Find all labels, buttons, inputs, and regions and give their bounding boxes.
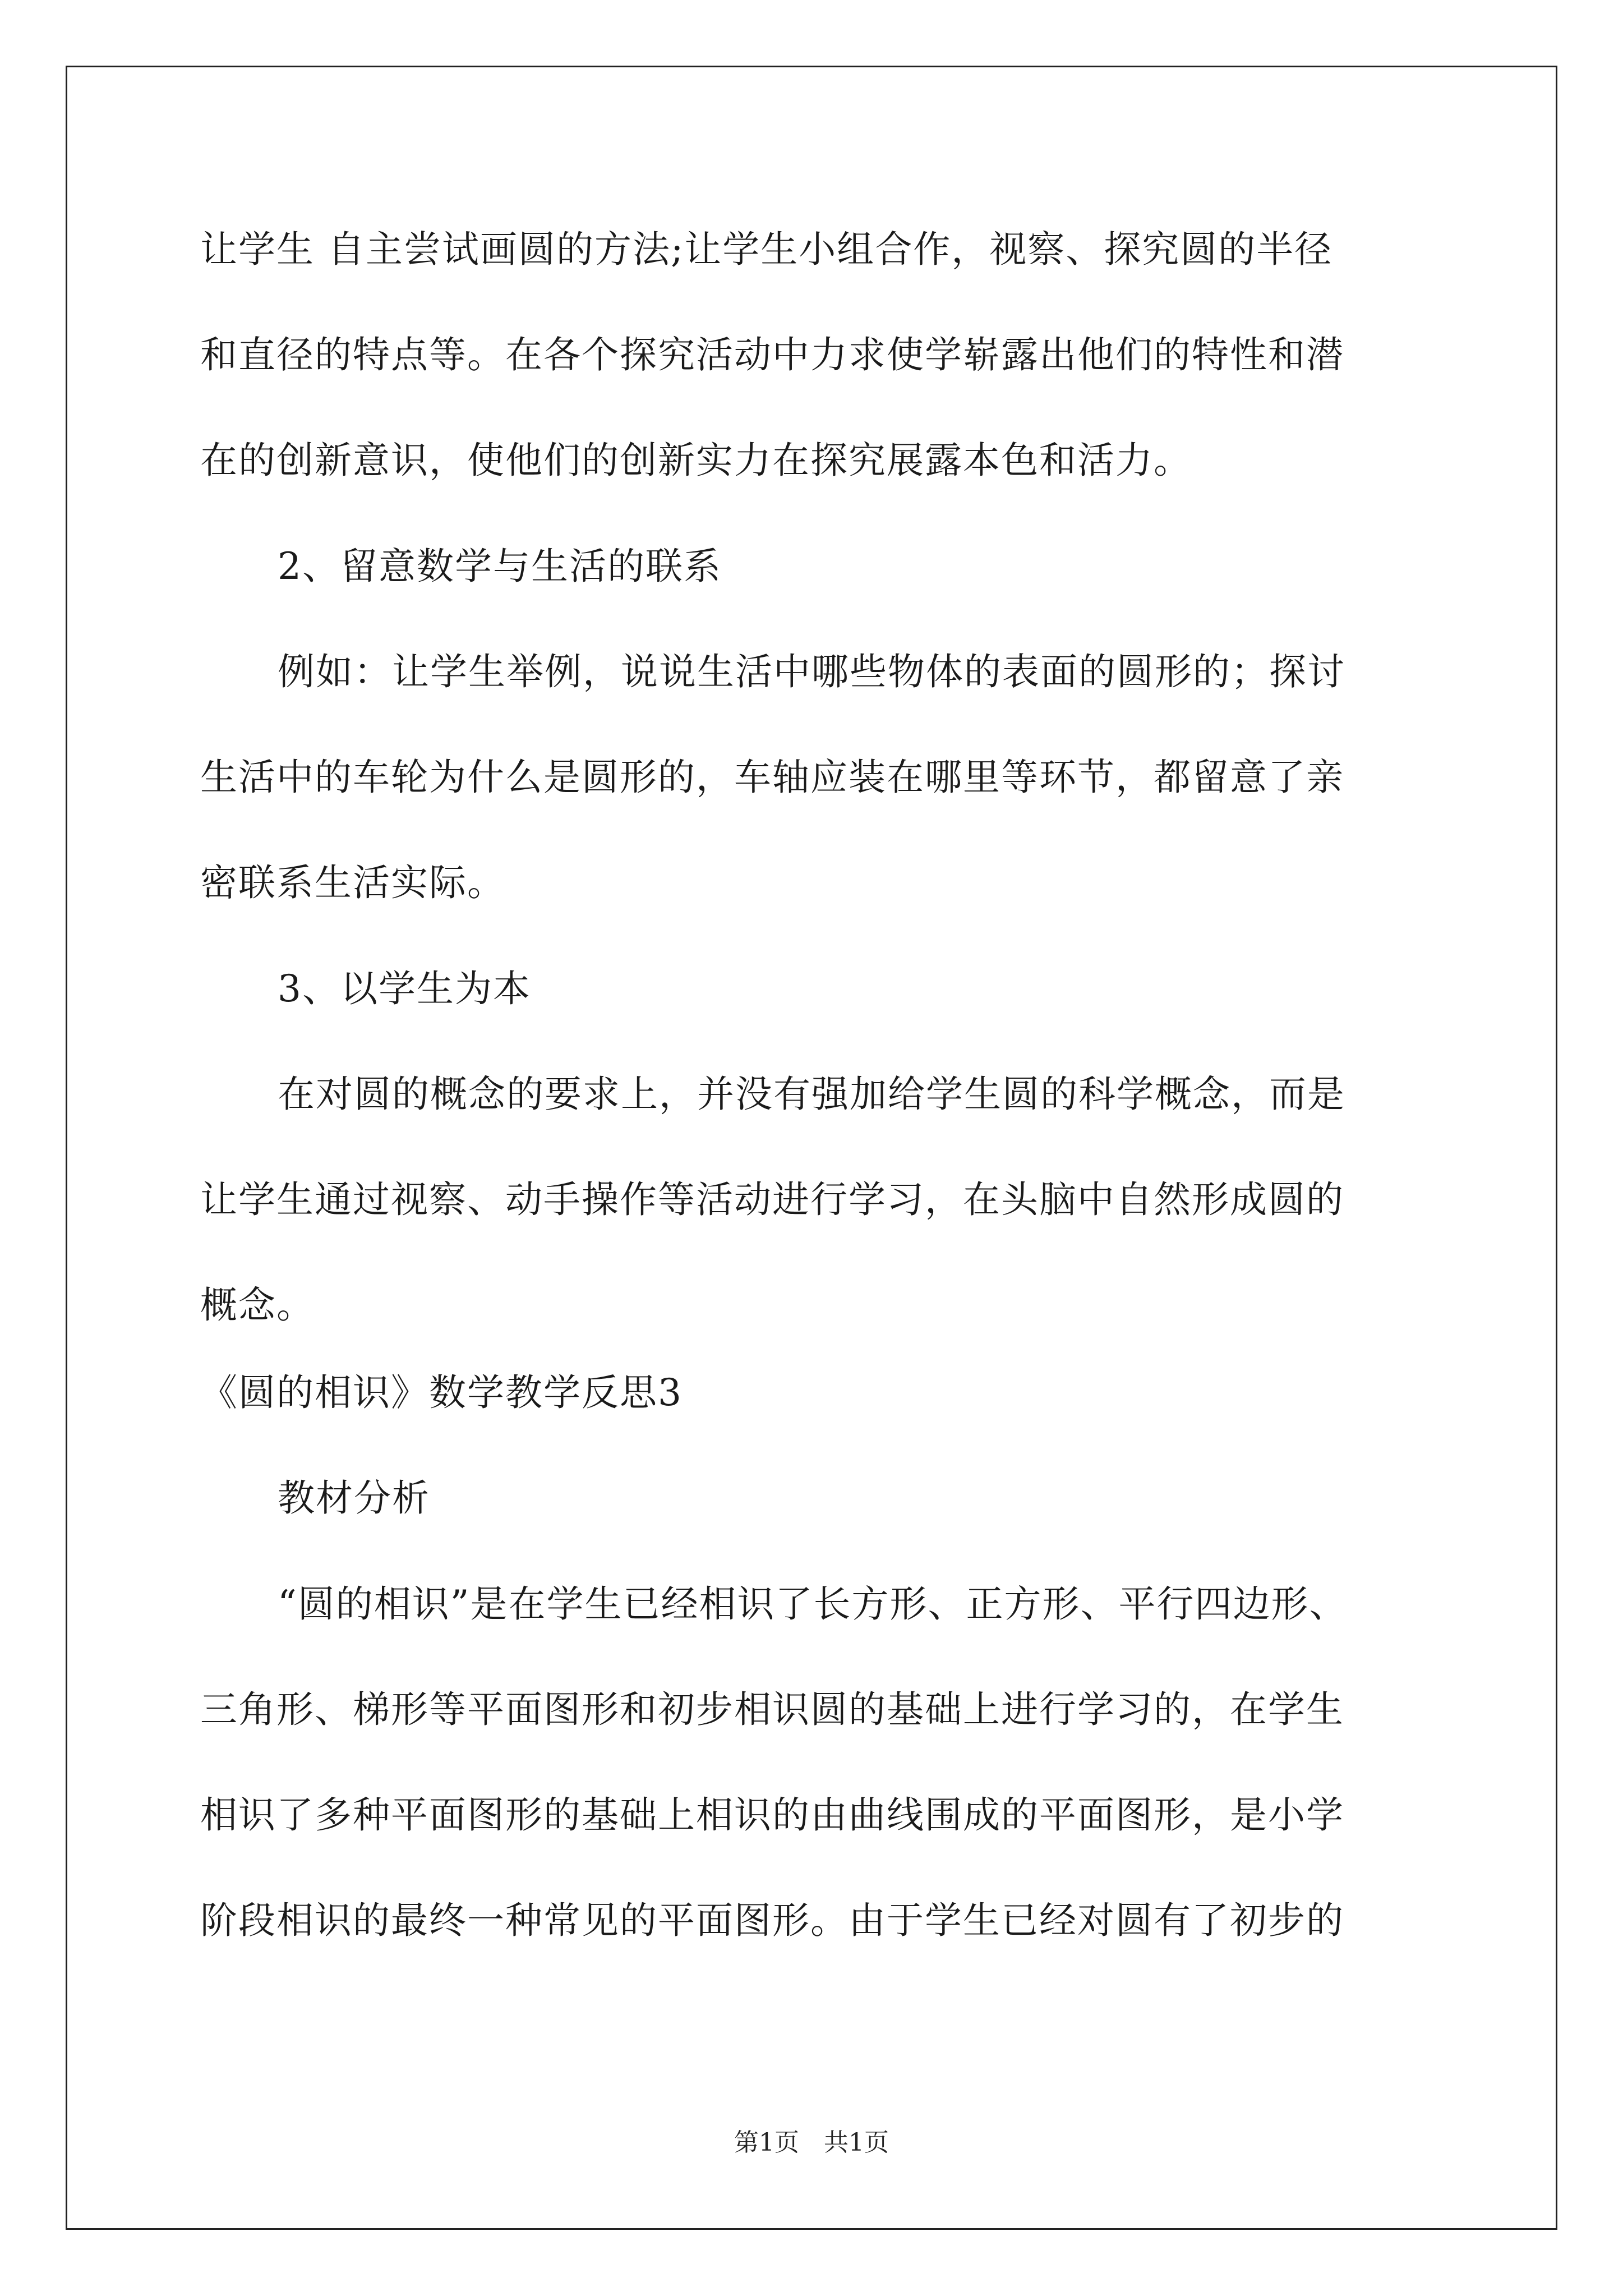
page-footer: 第1页 共1页	[734, 2128, 889, 2157]
body-text-line: 让学生 自主尝试画圆的方法;让学生小组合作，视察、探究圆的半径	[200, 228, 1333, 271]
body-text-line: “圆的相识”是在学生已经相识了长方形、正方形、平行四边形、	[278, 1582, 1348, 1626]
body-text-line: 概念。	[200, 1283, 315, 1327]
body-text-line: 生活中的车轮为什么是圆形的，车轴应装在哪里等环节，都留意了亲	[200, 756, 1344, 799]
body-text-line: 在对圆的概念的要求上，并没有强加给学生圆的科学概念，而是	[278, 1073, 1345, 1116]
section-heading: 教材分析	[278, 1476, 430, 1520]
section-heading: 2、留意数学与生活的联系	[278, 545, 722, 588]
body-text-line: 阶段相识的最终一种常见的平面图形。由于学生已经对圆有了初步的	[200, 1899, 1344, 1942]
body-text-line: 密联系生活实际。	[200, 861, 505, 904]
body-text-line: 在的创新意识，使他们的创新实力在探究展露本色和活力。	[200, 439, 1192, 482]
section-heading: 3、以学生为本	[278, 967, 531, 1010]
body-text-line: 三角形、梯形等平面图形和初步相识圆的基础上进行学习的，在学生	[200, 1688, 1344, 1731]
body-text-line: 和直径的特点等。在各个探究活动中力求使学崭露出他们的特性和潜	[200, 333, 1344, 376]
body-text-line: 例如：让学生举例，说说生活中哪些物体的表面的圆形的；探讨	[278, 650, 1345, 693]
body-text-line: 相识了多种平面图形的基础上相识的由曲线围成的平面图形，是小学	[200, 1793, 1344, 1837]
document-title: 《圆的相识》数学教学反思3	[200, 1371, 683, 1414]
body-text-line: 让学生通过视察、动手操作等活动进行学习，在头脑中自然形成圆的	[200, 1178, 1344, 1221]
